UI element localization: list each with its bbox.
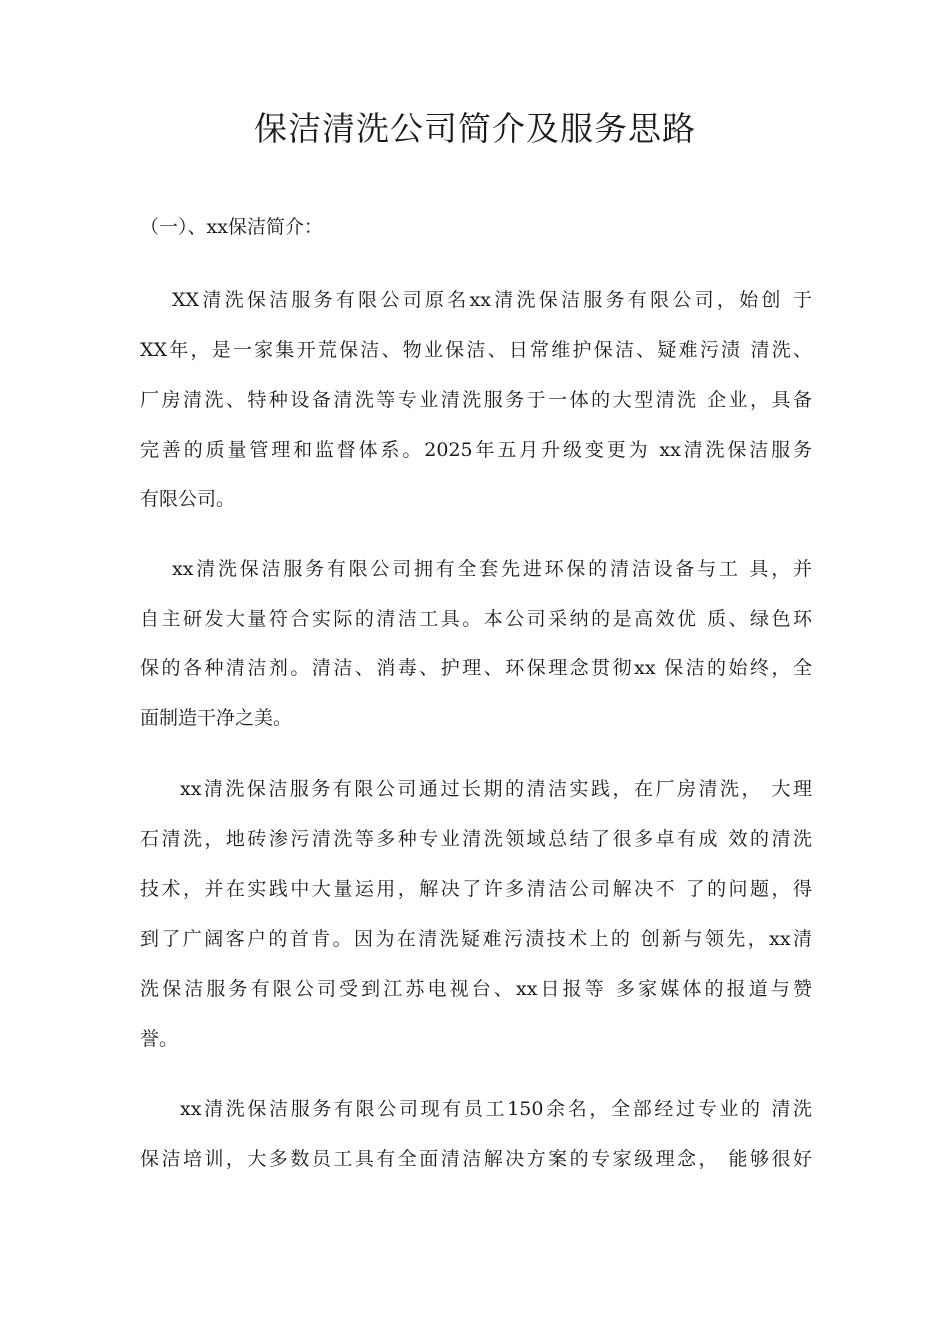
paragraph-line: 誉。	[140, 1028, 179, 1050]
paragraph-line: 完善的质量管理和监督体系。2025年五月升级变更为 xx清洗保洁服务	[140, 439, 812, 461]
paragraph-line: 洗保洁服务有限公司受到江苏电视台、xx日报等 多家媒体的报道与赞	[140, 978, 812, 1000]
paragraph-line: xx清洗保洁服务有限公司拥有全套先进环保的清洁设备与工 具，并	[172, 558, 812, 580]
paragraph-line: 面制造干净之美。	[140, 707, 293, 729]
paragraph-line: 有限公司。	[140, 488, 236, 510]
paragraph-line: 厂房清洗、特种设备清洗等专业清洗服务于一体的大型清洗 企业，具备	[140, 389, 812, 411]
paragraph-line: xx清洗保洁服务有限公司现有员工150余名，全部经过专业的 清洗	[180, 1098, 812, 1120]
paragraph-line: 技术，并在实践中大量运用，解决了许多清洁公司解决不 了的问题，得	[140, 878, 812, 900]
paragraph-line: 到了广阔客户的首肯。因为在清洗疑难污渍技术上的 创新与领先，xx清	[140, 928, 812, 950]
paragraph-line: 自主研发大量符合实际的清洁工具。本公司采纳的是高效优 质、绿色环	[140, 608, 812, 630]
paragraph-line: 石清洗，地砖渗污清洗等多种专业清洗领域总结了很多卓有成 效的清洗	[140, 828, 812, 850]
paragraph-line: xx清洗保洁服务有限公司通过长期的清洁实践，在厂房清洗， 大理	[180, 778, 812, 800]
document-title: 保洁清洗公司简介及服务思路	[254, 109, 696, 148]
paragraph-line: 保洁培训，大多数员工具有全面清洁解决方案的专家级理念， 能够很好	[140, 1148, 812, 1170]
paragraph-line: 保的各种清洁剂。清洁、消毒、护理、环保理念贯彻xx 保洁的始终，全	[140, 657, 812, 679]
section-heading: （一）、xx保洁简介：	[140, 216, 323, 238]
paragraph-line: XX清洗保洁服务有限公司原名xx清洗保洁服务有限公司，始创 于	[172, 289, 812, 311]
paragraph-line: XX年，是一家集开荒保洁、物业保洁、日常维护保洁、疑难污渍 清洗、	[140, 339, 812, 361]
